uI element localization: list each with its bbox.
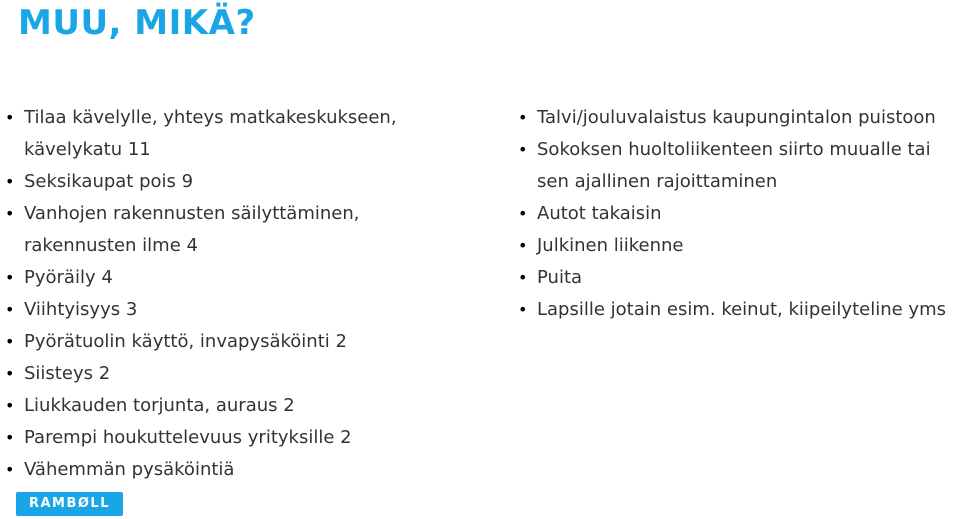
- bullet-icon: •: [5, 172, 15, 191]
- bullet-icon: •: [5, 364, 15, 383]
- list-item-text: Siisteys 2: [24, 363, 111, 384]
- list-item-text: Julkinen liikenne: [537, 235, 684, 256]
- bullet-icon: •: [518, 204, 528, 223]
- bullet-icon: •: [518, 140, 528, 159]
- list-item-text: Puita: [537, 267, 583, 288]
- list-item: [517, 198, 960, 230]
- list-item-text: Pyöräily 4: [24, 267, 113, 288]
- bullet-icon: •: [518, 236, 528, 255]
- list-item-text: Viihtyisyys 3: [24, 299, 138, 320]
- list-item-text: Autot takaisin: [537, 203, 662, 224]
- list-item: [4, 422, 474, 454]
- list-item: [517, 294, 960, 326]
- list-item-text: Vanhojen rakennusten säilyttäminen, rakennusten ilme 4: [24, 203, 360, 256]
- list-item-text: Sokoksen huoltoliikenteen siirto muualle tai sen ajallinen rajoittaminen: [537, 139, 931, 192]
- bullet-icon: •: [518, 268, 528, 287]
- bullet-icon: •: [5, 460, 15, 479]
- list-item: [4, 390, 474, 422]
- list-item-text: Pyörätuolin käyttö, invapysäköinti 2: [24, 331, 347, 352]
- bullet-icon: •: [518, 108, 528, 127]
- list-item-text: Lapsille jotain esim. keinut, kiipeilyteline yms: [537, 299, 946, 320]
- bullet-icon: •: [5, 332, 15, 351]
- list-item: [4, 358, 474, 390]
- list-item-text: Parempi houkuttelevuus yrityksille 2: [24, 427, 352, 448]
- bullet-icon: •: [5, 204, 15, 223]
- list-item: [517, 230, 960, 262]
- list-item-text: Liukkauden torjunta, auraus 2: [24, 395, 295, 416]
- slide-title: MUU, MIKÄ?: [18, 3, 256, 43]
- logo-text: RAMBØLL: [28, 496, 111, 511]
- list-item: [4, 198, 474, 262]
- list-item: [517, 102, 960, 134]
- list-item: [4, 102, 474, 166]
- bullet-icon: •: [5, 396, 15, 415]
- bullet-icon: •: [5, 428, 15, 447]
- list-item: [4, 166, 474, 198]
- bullet-icon: •: [518, 300, 528, 319]
- bullet-icon: •: [5, 300, 15, 319]
- list-item: [517, 134, 960, 198]
- list-item: [4, 262, 474, 294]
- list-item: [517, 262, 960, 294]
- list-item-text: Seksikaupat pois 9: [24, 171, 194, 192]
- ramboll-logo: [16, 492, 123, 516]
- left-bullet-list: [4, 102, 474, 486]
- bullet-icon: •: [5, 108, 15, 127]
- list-item: [4, 294, 474, 326]
- bullet-icon: •: [5, 268, 15, 287]
- list-item-text: Vähemmän pysäköintiä: [24, 459, 235, 480]
- list-item-text: Tilaa kävelylle, yhteys matkakeskukseen, kävelykatu 11: [24, 107, 397, 160]
- right-bullet-list: [517, 102, 960, 326]
- list-item-text: Talvi/jouluvalaistus kaupungintalon puistoon: [537, 107, 936, 128]
- list-item: [4, 326, 474, 358]
- list-item: [4, 454, 474, 486]
